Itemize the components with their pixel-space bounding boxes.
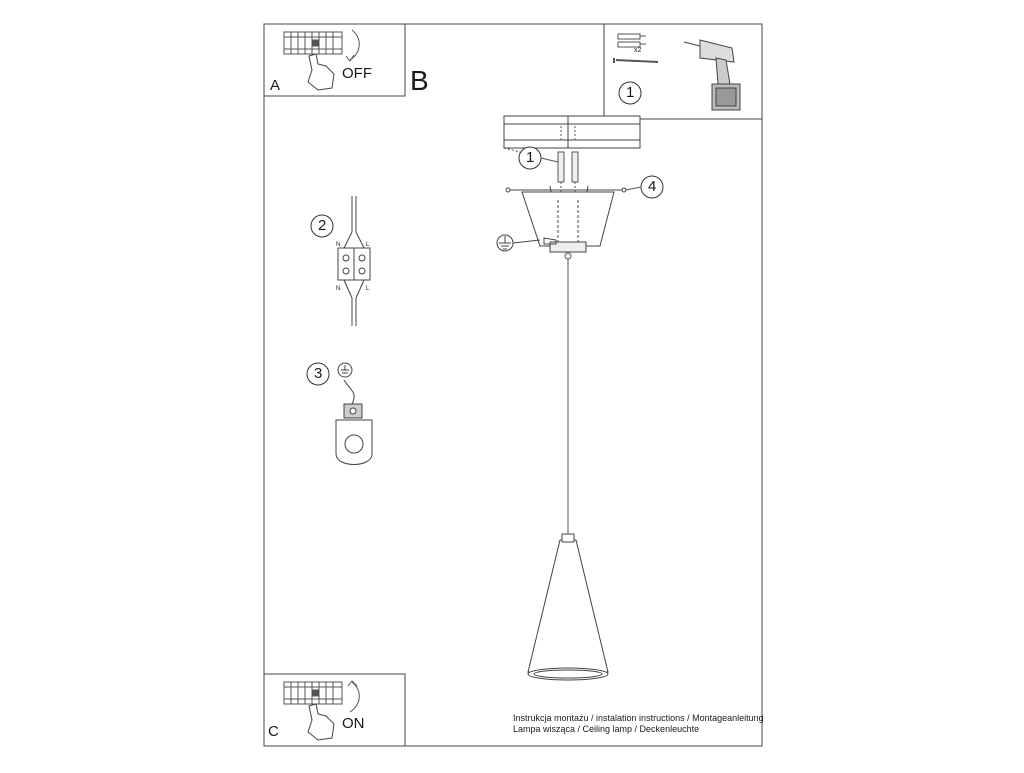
wiring-callout-number: 2 xyxy=(318,217,327,234)
footer-line-1: Instrukcja montażu / instalation instructions / Montageanleitung xyxy=(513,713,764,723)
wall-anchor-icon xyxy=(618,34,646,47)
panel-a-letter: A xyxy=(270,77,281,94)
panel-c-frame xyxy=(264,674,405,746)
live-label-bottom: L xyxy=(366,286,370,292)
dowel-callout-number: 1 xyxy=(526,149,535,166)
neutral-label-bottom: N xyxy=(336,286,341,292)
footer-line-2: Lampa wisząca / Ceiling lamp / Deckenleuchte xyxy=(513,724,700,734)
neutral-label-top: N xyxy=(336,242,341,248)
ground-callout-number: 3 xyxy=(314,365,323,382)
panel-c-letter: C xyxy=(268,723,279,740)
canopy xyxy=(522,192,614,252)
ceiling-block xyxy=(504,116,640,152)
tools-callout-number: 1 xyxy=(626,84,635,101)
panel-a-state: OFF xyxy=(342,65,372,82)
panel-b-letter: B xyxy=(410,65,429,96)
terminal-block-diagram xyxy=(338,196,370,326)
panel-a-frame xyxy=(264,24,405,96)
anchor-count-label: x2 xyxy=(634,47,642,54)
bracket-callout-number: 4 xyxy=(648,178,657,195)
ground-clamp-diagram xyxy=(336,363,372,465)
drill-icon xyxy=(684,40,740,110)
leader-lines xyxy=(541,158,641,190)
cable-connector xyxy=(565,253,571,259)
screw-icon xyxy=(614,58,658,63)
live-label-top: L xyxy=(366,242,370,248)
cone-shade xyxy=(528,534,608,680)
ground-symbol-icon xyxy=(497,235,540,251)
panel-c-state: ON xyxy=(342,715,365,732)
